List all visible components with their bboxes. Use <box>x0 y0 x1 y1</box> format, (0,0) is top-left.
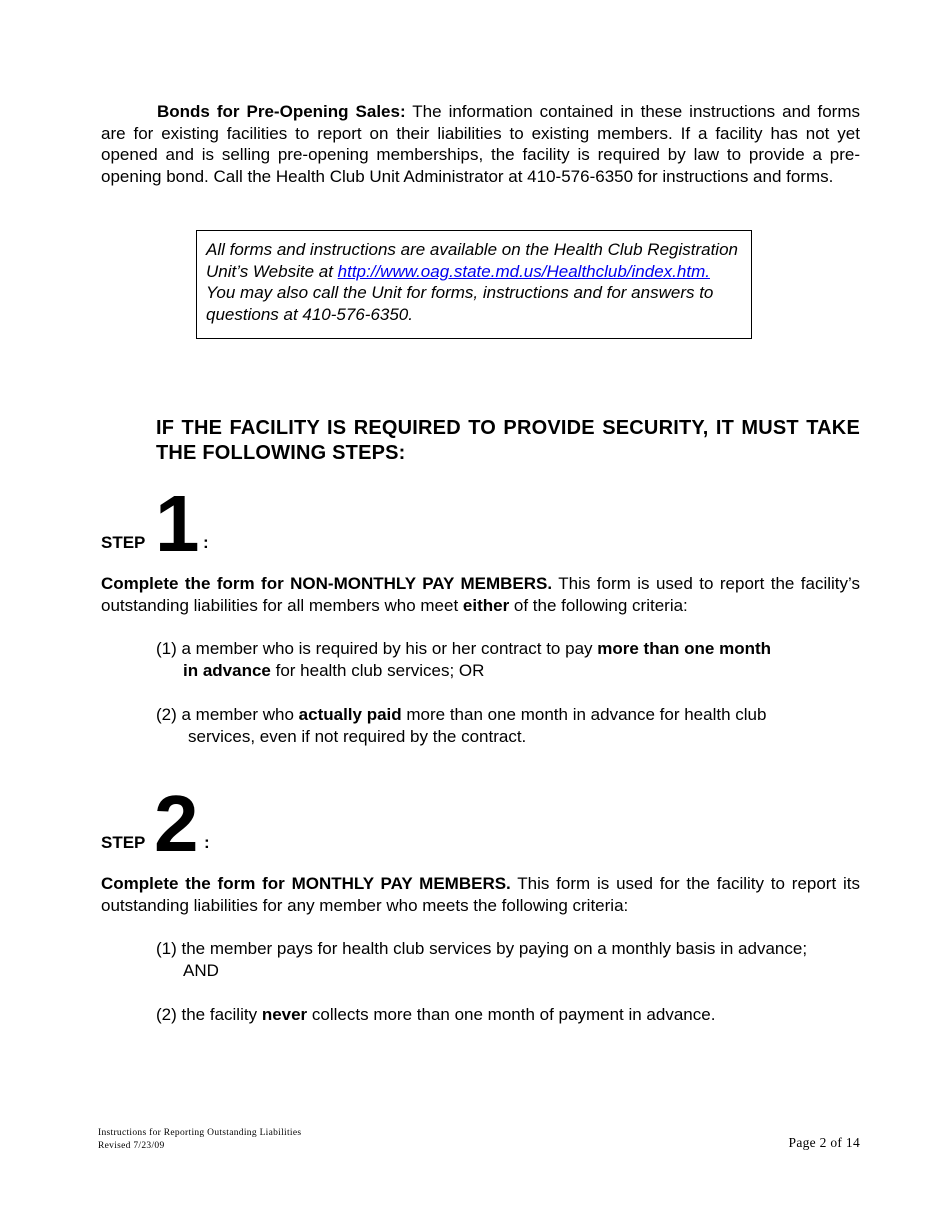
step1-label: STEP <box>101 533 146 552</box>
step1-criterion-2: (2) a member who actually paid more than one month in advance for health club services, even if not required by the contract. <box>156 705 767 746</box>
notice-text-before: All forms and instructions are available on the Health Club Registration Unit’s Website at <box>206 240 738 281</box>
steps-heading: IF THE FACILITY IS REQUIRED TO PROVIDE SECURITY, IT MUST TAKE THE FOLLOWING STEPS: <box>156 417 860 464</box>
step2-label: STEP <box>101 833 146 852</box>
website-link[interactable]: http://www.oag.state.md.us/Healthclub/index.htm. <box>337 261 710 281</box>
step1-number: 1 <box>155 479 200 568</box>
page-number: Page 2 of 14 <box>788 1135 860 1150</box>
step1-criterion-1: (1) a member who is required by his or her contract to pay more than one month in advance for health club services; OR <box>156 639 772 680</box>
notice-box <box>196 230 752 339</box>
step2-colon: : <box>204 833 210 852</box>
bonds-title: Bonds for Pre-Opening Sales: <box>157 102 406 121</box>
step1-intro: Complete the form for NON-MONTHLY PAY MEMBERS. This form is used to report the facility’s outstanding liabilities for all members who meet either of the following criteria: <box>101 574 861 615</box>
footer-title: Instructions for Reporting Outstanding Liabilities <box>98 1128 302 1138</box>
step2-number: 2 <box>154 779 199 868</box>
footer-doc-info <box>98 1127 301 1152</box>
step2-intro-title: Complete the form for MONTHLY PAY MEMBERS. <box>101 874 511 893</box>
footer-revised: Revised 7/23/09 <box>98 1140 165 1151</box>
bonds-paragraph <box>101 101 860 187</box>
step1-intro-title: Complete the form for NON-MONTHLY PAY MEMBERS. <box>101 574 553 593</box>
notice-text-after: You may also call the Unit for forms, instructions and for answers to questions at 410-576-6350. <box>206 283 714 324</box>
step2-criterion-2: (2) the facility never collects more than one month of payment in advance. <box>156 1005 716 1024</box>
step2-criterion-1: (1) the member pays for health club services by paying on a monthly basis in advance; AND <box>156 939 808 980</box>
step2-intro: Complete the form for MONTHLY PAY MEMBERS. This form is used for the facility to report its outstanding liabilities for any member who meets the following criteria: <box>101 874 860 915</box>
bonds-text: The information contained in these instructions and forms are for existing facilities to report on their liabilities to existing members. If a facility has not yet opened and is selling pre-opening memberships, the facility is required by law to provide a pre-opening bond. Call the Health Club Unit Administrator at 410-576-6350 for instructions and forms. <box>101 102 860 186</box>
step1-colon: : <box>203 533 209 552</box>
